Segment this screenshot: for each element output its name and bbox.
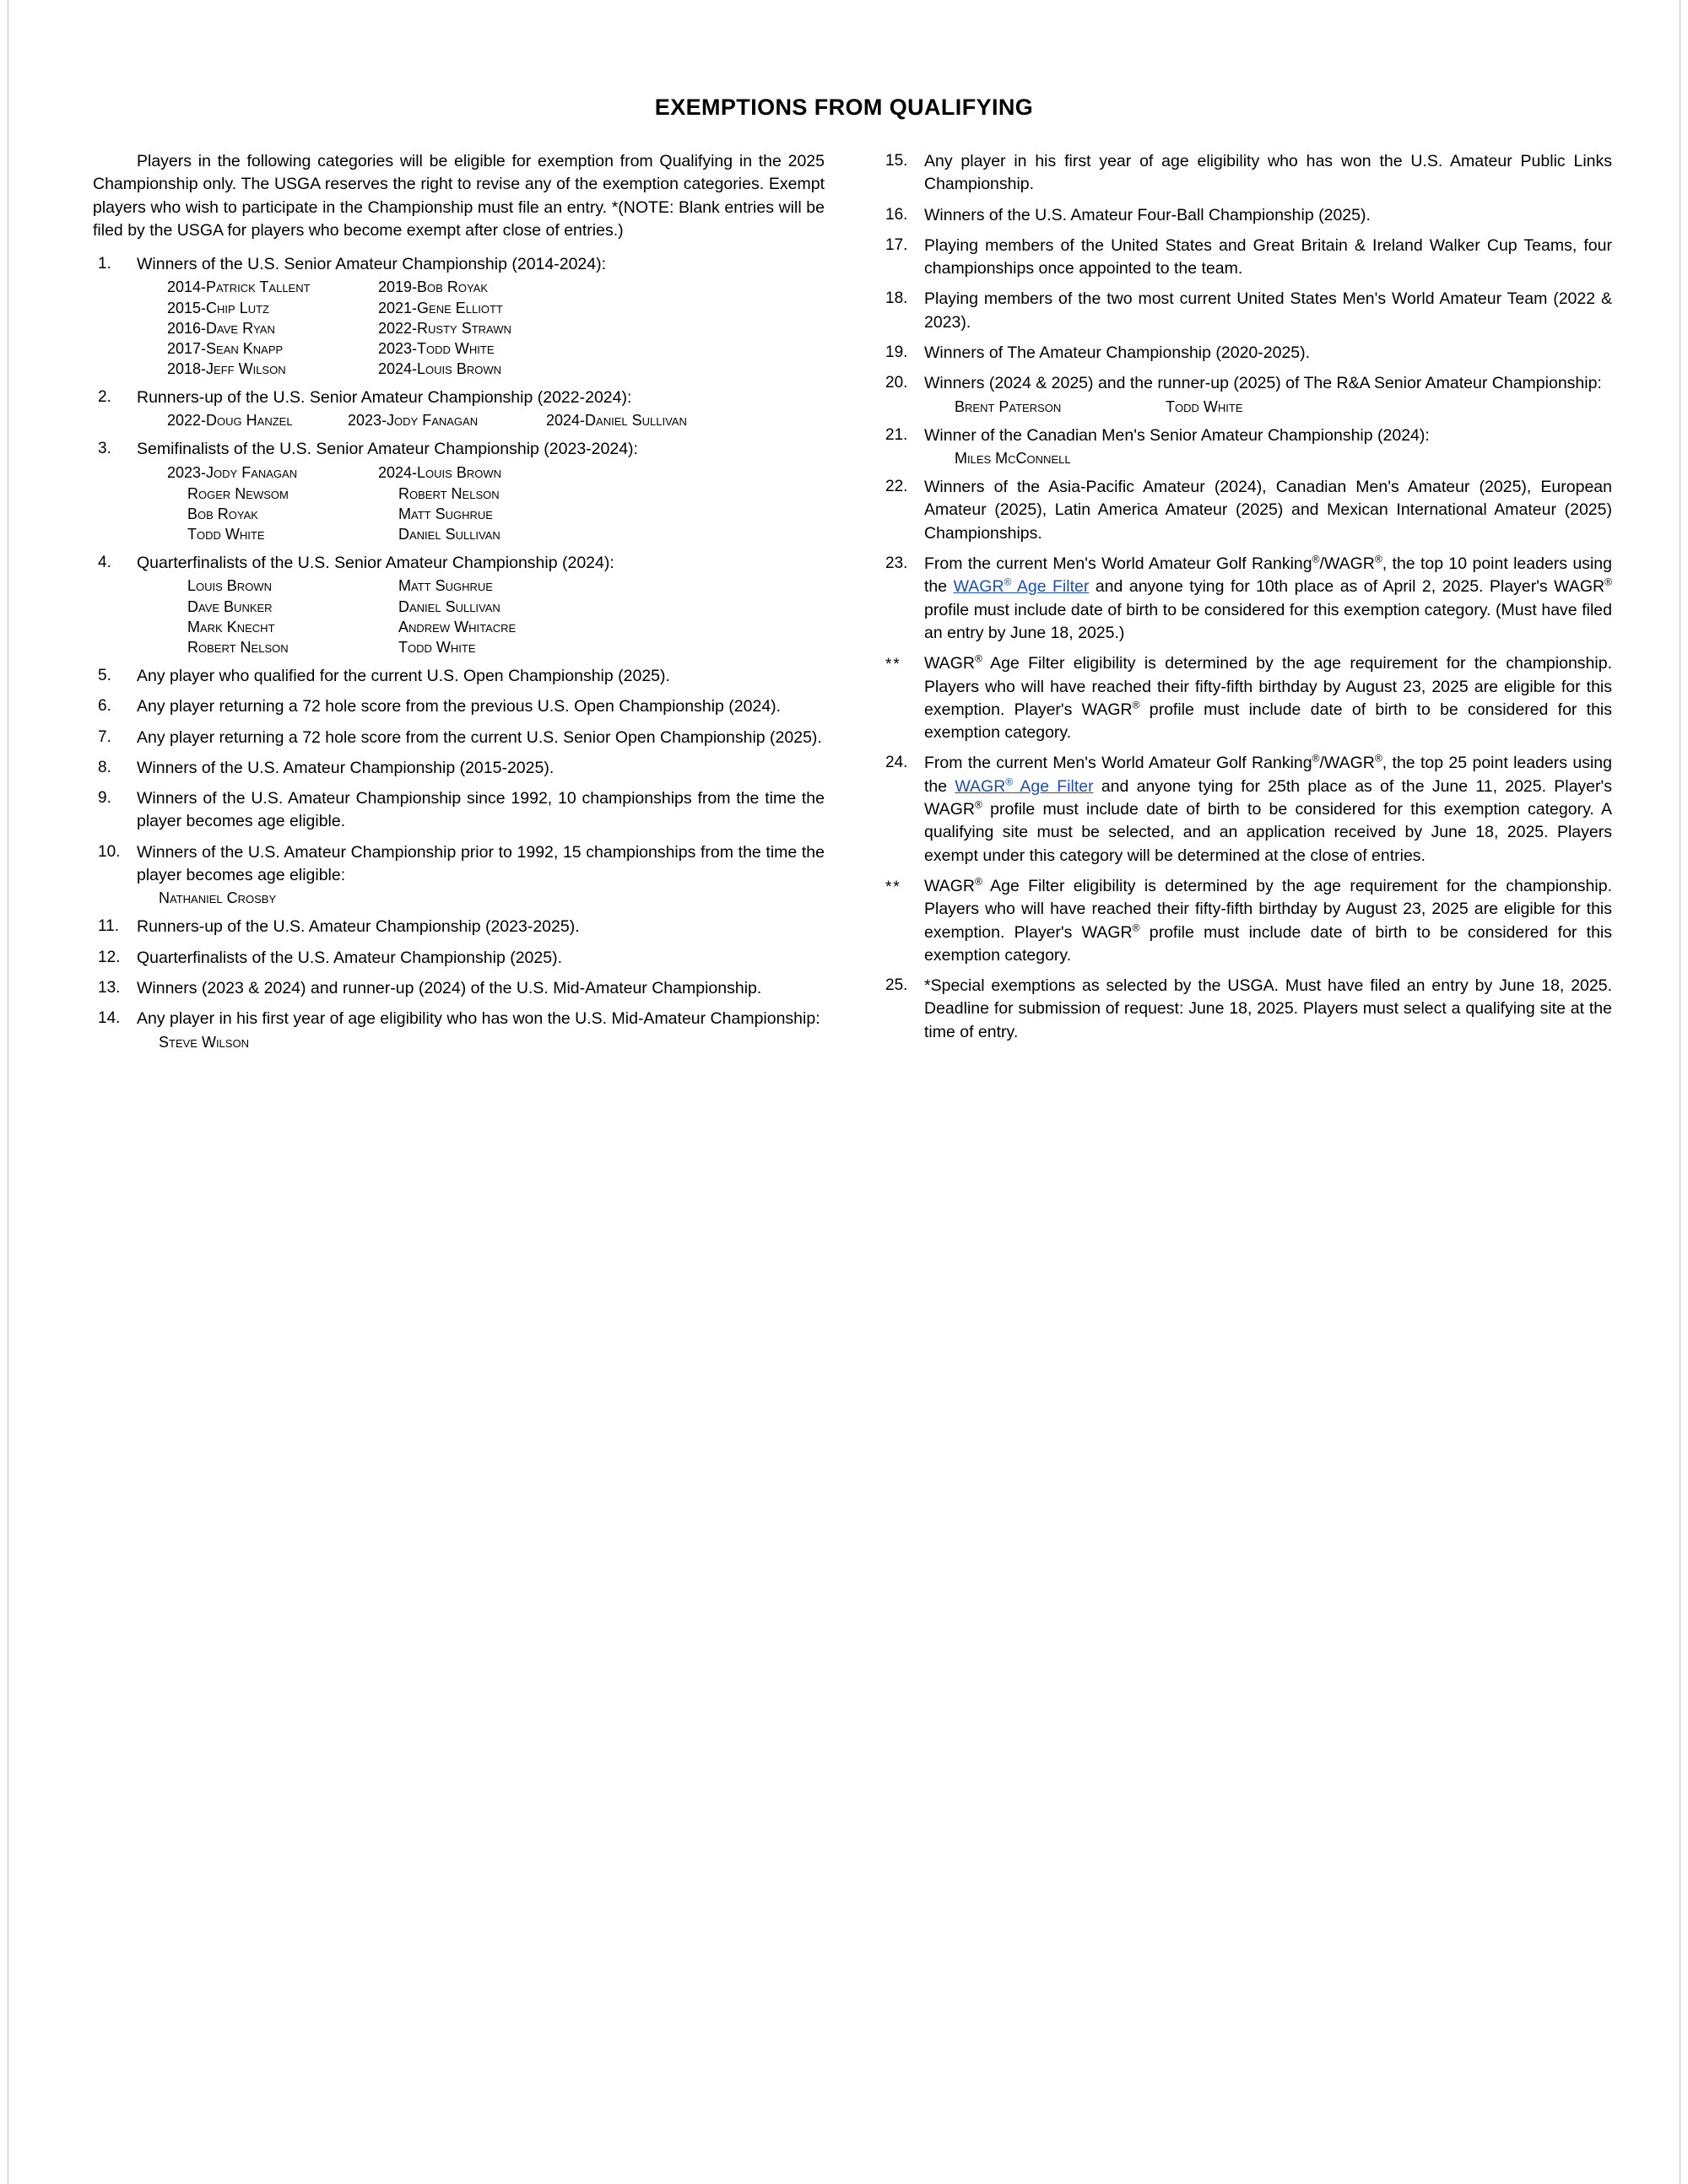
item-text: Any player who qualified for the current U.S. Open Championship (2025). [137, 666, 670, 685]
list-item [93, 947, 825, 970]
registered-mark: ® [1312, 553, 1320, 565]
item-text: Winners of the U.S. Amateur Championship (2015-2025). [137, 758, 555, 777]
list-item [93, 1008, 825, 1051]
item-text: Winners (2023 & 2024) and runner-up (2024) of the U.S. Mid-Amateur Championship. [137, 978, 762, 997]
item-names [137, 462, 825, 483]
item-text-part: /WAGR [1319, 754, 1375, 773]
item-number: 20. [885, 374, 908, 392]
item-number: 24. [885, 754, 908, 772]
list-item [93, 841, 825, 909]
registered-mark: ® [1374, 752, 1382, 765]
item-number: 11. [98, 917, 120, 936]
item-number: 19. [885, 343, 908, 362]
left-column [93, 150, 825, 1060]
item-text-part: profile must include date of birth to be considered for this exemption category. (Must have filed an entry by June 18, 2025.) [924, 600, 1612, 642]
list-item [880, 150, 1612, 197]
name-entry: Todd White [1166, 397, 1243, 415]
item-number: ** [885, 878, 901, 896]
name-entry: 2018-Jeff Wilson [167, 359, 286, 377]
registered-mark: ® [974, 652, 982, 665]
name-entry: Robert Nelson [187, 638, 289, 656]
item-text: Winners (2024 & 2025) and the runner-up (2025) of The R&A Senior Amateur Championship: [924, 374, 1602, 393]
name-entry: Daniel Sullivan [398, 597, 500, 615]
name-entry: 2015-Chip Lutz [167, 299, 269, 316]
item-names-continued [137, 484, 825, 544]
item-text-part: WAGR [924, 876, 975, 895]
item-text: Quarterfinalists of the U.S. Amateur Championship (2025). [137, 948, 562, 967]
item-number: 12. [98, 948, 121, 966]
registered-mark: ® [974, 875, 982, 888]
name-entry: 2023-Todd White [378, 339, 495, 357]
item-number: 9. [98, 789, 111, 808]
item-text-part: Age Filter eligibility is determined by the age requirement for the championship. Players who will have reached their fifty-fifth birthday by August 23, 2025 are eligible for this exemption. Player's WAGR [924, 876, 1612, 942]
registered-mark: ® [1132, 922, 1140, 934]
item-number: 8. [98, 758, 111, 776]
item-text-part: WAGR [924, 654, 975, 673]
item-number: 18. [885, 289, 908, 308]
name-entry: 2023-Jody Fanagan [348, 412, 479, 430]
content-columns [93, 150, 1612, 1060]
name-entry: Daniel Sullivan [398, 526, 500, 543]
list-item [93, 916, 825, 938]
registered-mark: ® [1132, 699, 1140, 711]
list-item [93, 438, 825, 544]
item-text: Winners of the U.S. Amateur Championship prior to 1992, 15 championships from the time the player becomes age eligible: [137, 842, 825, 884]
item-number: 25. [885, 976, 908, 995]
item-text-part: From the current Men's World Amateur Golf Ranking [924, 554, 1312, 574]
left-exemption-list [93, 253, 825, 1052]
name-entry: Bob Royak [187, 505, 258, 522]
list-item [93, 387, 825, 430]
item-names [137, 410, 825, 430]
item-text-part: profile must include date of birth to be considered for this exemption category. A qualifying site must be selected, and an application received by June 18, 2025. Players exempt under this category will be determined at the close of entries. [924, 800, 1612, 865]
page-edge-right [1679, 0, 1681, 2184]
item-names [924, 448, 1612, 468]
name-entry: Robert Nelson [398, 484, 500, 502]
item-text: Winners of the U.S. Senior Amateur Championship (2014-2024): [137, 255, 607, 274]
list-item [93, 253, 825, 379]
item-number: 13. [98, 978, 121, 997]
item-number: 15. [885, 152, 908, 170]
item-number: ** [885, 656, 901, 674]
name-entry: 2019-Bob Royak [378, 278, 488, 296]
registered-mark: ® [1005, 776, 1014, 788]
name-entry: 2024-Louis Brown [378, 463, 501, 481]
note-wagr-age-filter-2 [880, 875, 1612, 967]
item-text: *Special exemptions as selected by the USGA. Must have filed an entry by June 18, 2025. Deadline for submission of request: June 18, 2025. Players must select a qualifying site at the time of entry. [924, 976, 1612, 1041]
name-entry: Steve Wilson [159, 1033, 249, 1051]
list-item [93, 552, 825, 657]
name-entry: Mark Knecht [187, 618, 275, 635]
list-item [880, 235, 1612, 281]
list-item [880, 342, 1612, 365]
list-item [880, 424, 1612, 468]
item-text: Any player in his first year of age eligibility who has won the U.S. Amateur Public Links Championship. [924, 152, 1612, 194]
list-item [93, 977, 825, 1000]
item-text: Quarterfinalists of the U.S. Senior Amateur Championship (2024): [137, 554, 614, 573]
item-text: Semifinalists of the U.S. Senior Amateur Championship (2023-2024): [137, 440, 638, 459]
name-entry: 2022-Rusty Strawn [378, 319, 511, 337]
item-text: Runners-up of the U.S. Senior Amateur Championship (2022-2024): [137, 388, 632, 408]
name-entry: 2023-Jody Fanagan [167, 463, 298, 481]
item-names [924, 397, 1612, 417]
name-entry: 2014-Patrick Tallent [167, 278, 311, 296]
name-entry: Todd White [187, 526, 265, 543]
link-label: WAGR [953, 577, 1004, 597]
list-item [93, 665, 825, 688]
item-text: Runners-up of the U.S. Amateur Championship (2023-2025). [137, 917, 580, 937]
registered-mark: ® [1374, 553, 1382, 565]
item-text: Winner of the Canadian Men's Senior Amateur Championship (2024): [924, 425, 1430, 445]
item-text: Any player returning a 72 hole score from the current U.S. Senior Open Championship (2025). [137, 727, 822, 747]
item-text-part: and anyone tying for 10th place as of April 2, 2025. Player's WAGR [1089, 577, 1605, 597]
item-number: 22. [885, 478, 908, 496]
item-text: Playing members of the two most current United States Men's World Amateur Team (2022 & 2023). [924, 289, 1612, 332]
item-number: 1. [98, 255, 111, 273]
item-number: 4. [98, 554, 111, 572]
list-item [93, 787, 825, 834]
item-number: 7. [98, 727, 111, 746]
name-entry: 2021-Gene Elliott [378, 299, 503, 316]
item-text-part: profile must include date of birth to be considered for this exemption category. [924, 922, 1613, 965]
list-item-wagr-top25 [880, 752, 1612, 867]
item-number: 17. [885, 235, 908, 254]
registered-mark: ® [974, 798, 982, 811]
item-names [137, 1032, 825, 1052]
list-item [93, 695, 825, 718]
name-entry: 2024-Louis Brown [378, 359, 501, 377]
name-entry: 2024-Daniel Sullivan [546, 412, 687, 430]
name-entry: 2022-Doug Hanzel [167, 412, 293, 430]
item-number: 2. [98, 388, 111, 407]
right-exemption-list [880, 150, 1612, 1044]
list-item [93, 757, 825, 780]
item-text: Any player returning a 72 hole score from the previous U.S. Open Championship (2024). [137, 697, 782, 716]
list-item-special-exemptions [880, 975, 1612, 1044]
item-number: 23. [885, 554, 908, 573]
item-number: 16. [885, 205, 908, 224]
registered-mark: ® [1004, 576, 1012, 588]
item-number: 14. [98, 1009, 121, 1028]
name-entry: Louis Brown [187, 577, 272, 595]
item-number: 21. [885, 425, 908, 444]
item-number: 5. [98, 666, 111, 684]
list-item [880, 288, 1612, 334]
wagr-age-filter-link[interactable] [955, 777, 1093, 796]
item-names [137, 576, 825, 657]
name-entry: Matt Sughrue [398, 505, 493, 522]
item-text-part: From the current Men's World Amateur Golf Ranking [924, 754, 1312, 773]
wagr-age-filter-link[interactable] [954, 577, 1090, 596]
item-text-part: profile must include date of birth to be considered for this exemption category. [924, 700, 1613, 743]
item-number: 3. [98, 440, 111, 458]
name-entry: 2016-Dave Ryan [167, 319, 275, 337]
item-text: Winners of the Asia-Pacific Amateur (2024), Canadian Men's Amateur (2025), European Amateur (2025), Latin America Amateur (2025) and Mexican International Amateur (2025) Championships. [924, 478, 1612, 543]
item-text: Any player in his first year of age eligibility who has won the U.S. Mid-Amateur Championship: [137, 1009, 820, 1029]
item-number: 6. [98, 697, 111, 716]
name-entry: 2017-Sean Knapp [167, 339, 284, 357]
page-edge-left [7, 0, 9, 2184]
item-text: Winners of the U.S. Amateur Four-Ball Championship (2025). [924, 205, 1371, 224]
list-item [880, 204, 1612, 227]
item-text-part: Age Filter eligibility is determined by the age requirement for the championship. Players who will have reached their fifty-fifth birthday by August 23, 2025 are eligible for this exemption. Player's WAGR [924, 654, 1612, 719]
item-text: Playing members of the United States and Great Britain & Ireland Walker Cup Teams, four championships once appointed to the team. [924, 235, 1612, 278]
item-text-part: , the top 25 point leaders using the [924, 754, 1612, 796]
note-wagr-age-filter-1 [880, 652, 1612, 744]
item-text-part: /WAGR [1319, 554, 1375, 574]
item-text: Winners of the U.S. Amateur Championship since 1992, 10 championships from the time the player becomes age eligible. [137, 789, 825, 831]
name-entry: Dave Bunker [187, 597, 273, 615]
name-entry: Nathaniel Crosby [159, 889, 277, 907]
name-entry: Matt Sughrue [398, 577, 493, 595]
list-item-wagr-top10 [880, 553, 1612, 645]
list-item [880, 476, 1612, 545]
name-entry: Roger Newsom [187, 484, 289, 502]
registered-mark: ® [1604, 576, 1612, 588]
name-entry: Andrew Whitacre [398, 618, 517, 635]
link-label: WAGR [955, 776, 1006, 796]
registered-mark: ® [1312, 752, 1320, 765]
link-label: Age Filter [1013, 776, 1094, 796]
list-item [93, 727, 825, 749]
name-entry: Todd White [398, 638, 476, 656]
item-number: 10. [98, 842, 121, 861]
link-label: Age Filter [1011, 577, 1090, 597]
item-text: Winners of The Amateur Championship (2020-2025). [924, 343, 1311, 363]
name-entry: Miles McConnell [955, 450, 1071, 468]
page-title: EXEMPTIONS FROM QUALIFYING [654, 95, 1034, 120]
right-column [880, 150, 1612, 1060]
item-names [137, 277, 825, 379]
name-entry: Brent Paterson [955, 397, 1062, 415]
item-text-part: and anyone tying for 25th place as of the June 11, 2025. Player's WAGR [924, 776, 1612, 819]
list-item [880, 372, 1612, 416]
intro-paragraph: Players in the following categories will be eligible for exemption from Qualifying in the 2025 Championship only. The USGA reserves the right to revise any of the exemption categories. Exempt players who wish to participate in the Championship must file an entry. *(NOTE: Blank entries will be filed by the USGA for players who become exempt after close of entries.) [93, 152, 825, 240]
item-names [137, 888, 825, 908]
item-text-part: , the top 10 point leaders using the [924, 554, 1612, 597]
